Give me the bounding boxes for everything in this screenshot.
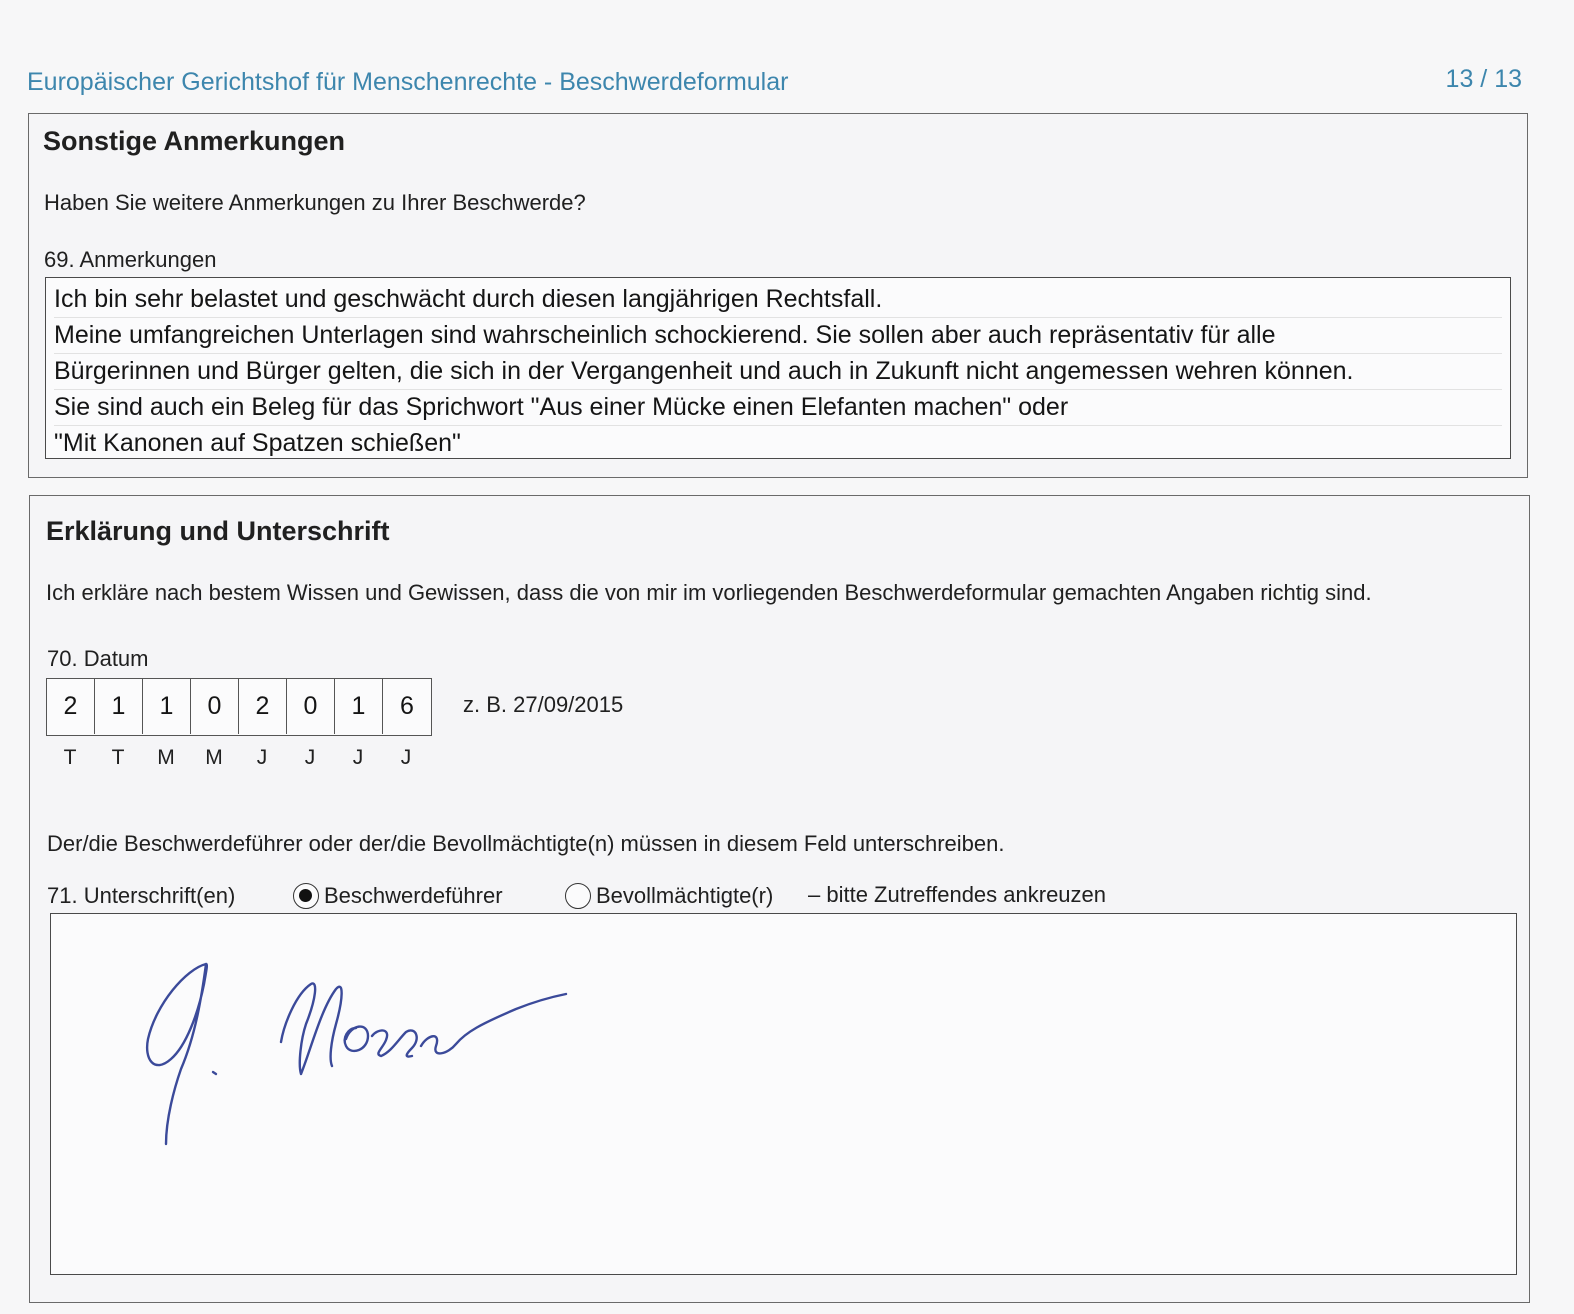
date-digit-box[interactable]: 1 — [335, 679, 383, 734]
date-input-group — [46, 678, 432, 736]
radio-applicant[interactable] — [293, 883, 319, 909]
remarks-textarea[interactable] — [45, 277, 1511, 459]
remarks-line: Sie sind auch ein Beleg für das Sprichwort "Aus einer Mücke einen Elefanten machen" oder — [54, 390, 1502, 426]
remarks-line: Bürgerinnen und Bürger gelten, die sich in der Vergangenheit und auch in Zukunft nicht angemessen wehren können. — [54, 354, 1502, 390]
date-example: z. B. 27/09/2015 — [463, 692, 624, 717]
remarks-question: Haben Sie weitere Anmerkungen zu Ihrer Beschwerde? — [44, 190, 586, 215]
remarks-section — [28, 113, 1528, 478]
form-header-title: Europäischer Gerichtshof für Menschenrechte - Beschwerdeformular — [27, 68, 789, 96]
remarks-line: "Mit Kanonen auf Spatzen schießen" — [54, 429, 461, 457]
radio-representative-label: Bevollmächtigte(r) — [596, 883, 774, 908]
date-format-labels — [46, 746, 430, 770]
signature-field[interactable] — [50, 913, 1517, 1275]
date-format-label: T — [63, 746, 77, 769]
date-format-label: J — [400, 746, 412, 769]
remarks-field-label: 69. Anmerkungen — [44, 247, 217, 272]
radio-applicant-label: Beschwerdeführer — [324, 883, 503, 908]
date-format-label: J — [352, 746, 364, 769]
declaration-heading: Erklärung und Unterschrift — [46, 516, 390, 546]
remarks-line: Ich bin sehr belastet und geschwächt durch diesen langjährigen Rechtsfall. — [54, 282, 1502, 318]
date-digit-box[interactable]: 0 — [191, 679, 239, 734]
date-digit-box[interactable]: 1 — [143, 679, 191, 734]
remarks-heading: Sonstige Anmerkungen — [43, 126, 346, 156]
date-digit-box[interactable]: 2 — [239, 679, 287, 734]
date-format-label: M — [205, 746, 223, 769]
radio-hint: – bitte Zutreffendes ankreuzen — [808, 882, 1107, 907]
date-field-label: 70. Datum — [47, 646, 149, 671]
date-digit-box[interactable]: 1 — [95, 679, 143, 734]
page-number: 13 / 13 — [1445, 65, 1522, 93]
handwritten-signature — [136, 954, 596, 1154]
date-digit-box[interactable]: 0 — [287, 679, 335, 734]
declaration-section — [29, 495, 1530, 1303]
radio-representative[interactable] — [565, 883, 591, 909]
date-format-label: J — [256, 746, 268, 769]
date-format-label: J — [304, 746, 316, 769]
date-digit-box[interactable]: 6 — [400, 692, 414, 720]
signature-instruction: Der/die Beschwerdeführer oder der/die Bevollmächtigte(n) müssen in diesem Feld unterschreiben. — [47, 831, 1005, 856]
date-format-label: T — [111, 746, 125, 769]
declaration-statement: Ich erkläre nach bestem Wissen und Gewissen, dass die von mir im vorliegenden Beschwerdeformular gemachten Angaben richtig sind. — [46, 580, 1372, 605]
date-digit-box[interactable]: 2 — [47, 679, 95, 734]
signature-field-label: 71. Unterschrift(en) — [47, 883, 236, 908]
date-format-label: M — [157, 746, 175, 769]
remarks-line: Meine umfangreichen Unterlagen sind wahrscheinlich schockierend. Sie sollen aber auch repräsentativ für alle — [54, 318, 1502, 354]
